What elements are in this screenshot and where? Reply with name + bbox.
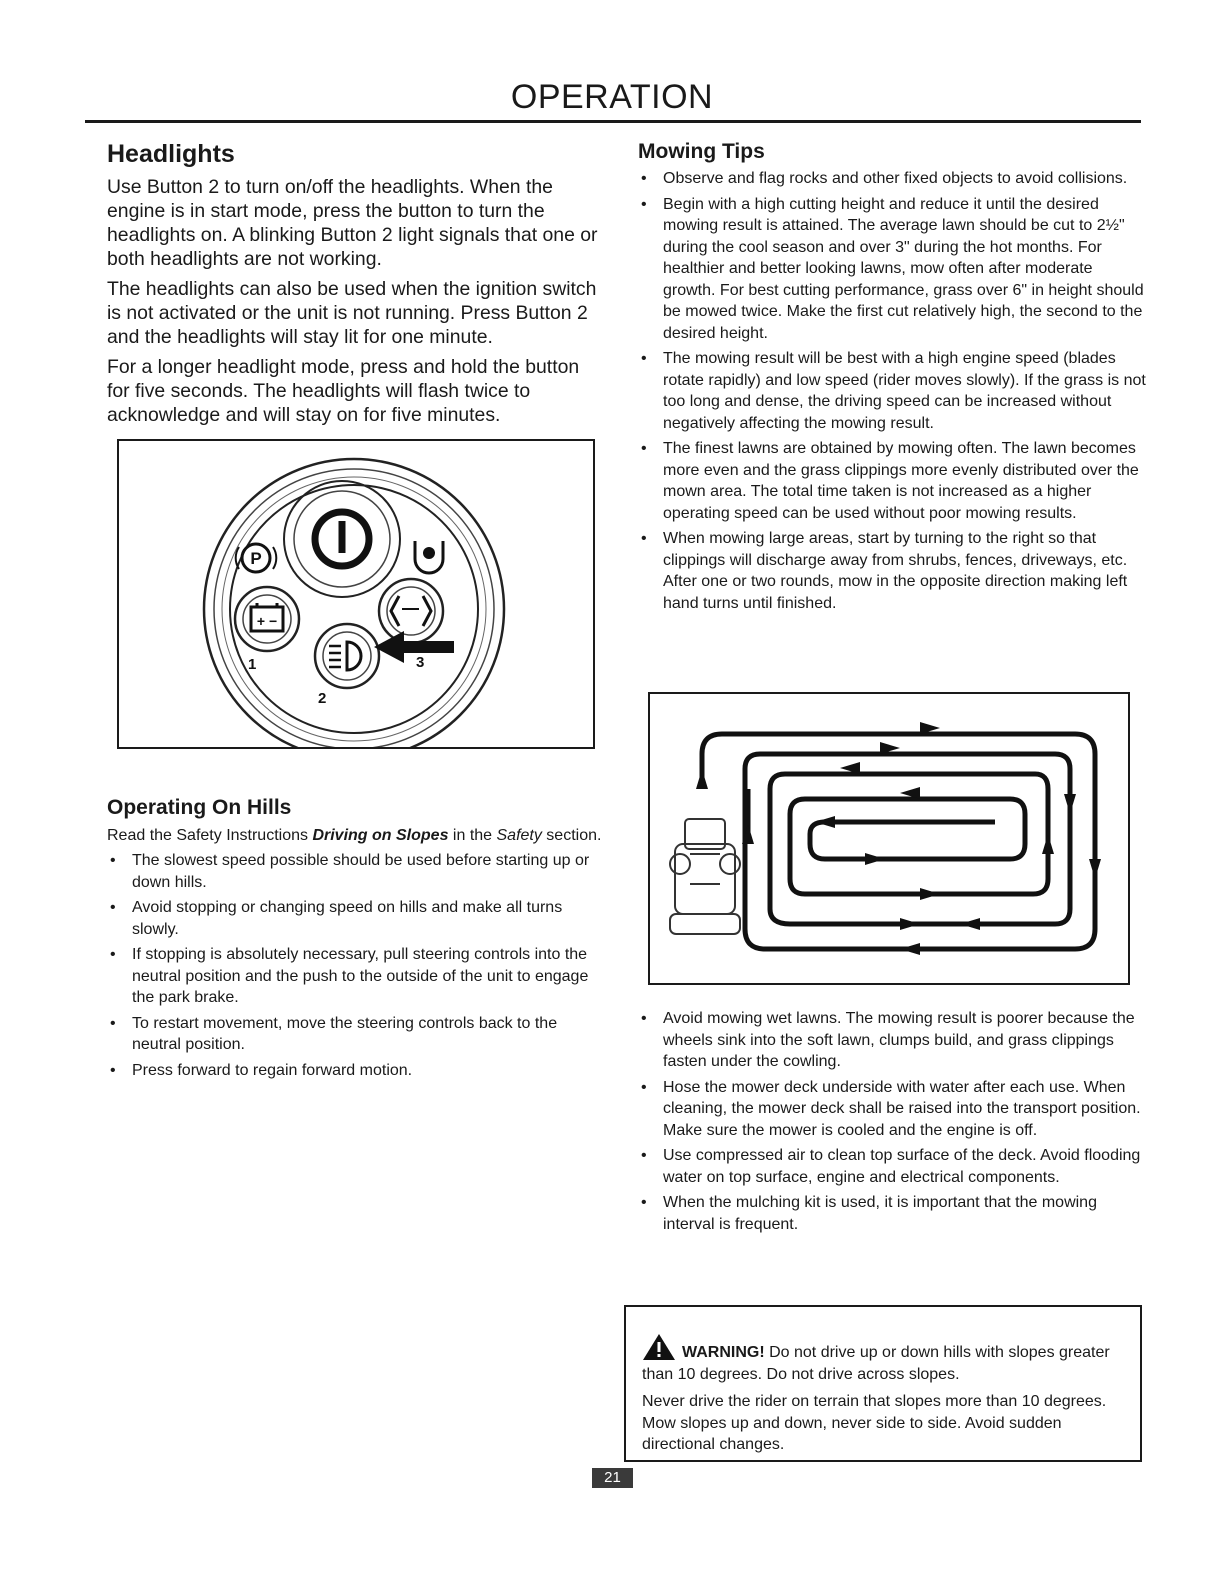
hills-bullet: • Avoid stopping or changing speed on hills and make all turns slowly. [107, 897, 607, 940]
headlights-paragraph-3: For a longer headlight mode, press and hold the button for five seconds. The headlights will flash twice to acknowledge and will stay on for five minutes. [107, 356, 580, 426]
hills-section [107, 792, 607, 1085]
park-brake-icon [236, 544, 277, 572]
mowing-pattern-illustration [650, 694, 1128, 983]
direction-arrows-icon [379, 579, 443, 643]
mowing-tip: • Avoid mowing wet lawns. The mowing result is poorer because the wheels sink into the soft lawn, clumps build, and grass clippings fasten under the cowling. [638, 1008, 1146, 1073]
hills-bullet: • To restart movement, move the steering controls back to the neutral position. [107, 1013, 607, 1056]
headlight-icon [315, 624, 379, 688]
control-panel-illustration [119, 441, 593, 747]
warning-box [624, 1305, 1142, 1462]
page-title: OPERATION [510, 78, 714, 116]
headlights-paragraph-1: Use Button 2 to turn on/off the headlights. When the engine is in start mode, press the button to turn the headlights on. A blinking Button 2 light signals that one or both headlights are not working. [107, 176, 598, 270]
button-2-label: 2 [318, 690, 327, 707]
direction-arrowheads [696, 722, 1101, 955]
svg-text:+ −: + − [256, 613, 278, 629]
hills-intro-text-c: in the [448, 827, 497, 844]
mowing-tips-list-bottom [638, 1008, 1146, 1235]
mowing-tip: • The finest lawns are obtained by mowing often. The lawn becomes more even and the grass clippings more evenly distributed over the mown area. The total time taken is not increased as a higher operating speed can be used without poor mowing results. [638, 438, 1146, 524]
power-icon [284, 481, 400, 597]
svg-text:P: P [250, 549, 262, 568]
mowing-tip: • Begin with a high cutting height and reduce it until the desired mowing result is attained. The average lawn should be cut to 2½" during the cool season and over 3" during the hot months. For healthier and better looking lawns, mow often after moderate growth. For best cutting performance, grass over 6" in height should be mowed twice. Make the first cut relatively high, the second to the desired height. [638, 194, 1146, 345]
hills-bullet-list [107, 850, 607, 1081]
hills-bullet: • If stopping is absolutely necessary, pull steering controls into the neutral position and the push to the outside of the unit to engage the park brake. [107, 944, 607, 1009]
mowing-tip: • Observe and flag rocks and other fixed objects to avoid collisions. [638, 168, 1146, 190]
warning-text-1: Do not drive up or down hills with slopes greater than 10 degrees. Do not drive across slopes. [642, 1344, 1110, 1383]
battery-icon [235, 587, 299, 651]
hills-intro-text-e: section. [541, 827, 602, 844]
hills-intro-safety: Safety [496, 827, 542, 844]
mowing-tips-lower-section [638, 1004, 1146, 1239]
hills-bullet: • The slowest speed possible should be used before starting up or down hills. [107, 850, 607, 893]
warning-label: WARNING! [682, 1344, 765, 1361]
hills-bullet: • Press forward to regain forward motion. [107, 1060, 607, 1082]
mowing-tip: • When mowing large areas, start by turning to the right so that clippings will discharge away from shrubs, fences, driveways, etc. After one or two rounds, mow in the opposite direction making left hand turns until finished. [638, 528, 1146, 614]
mowing-tips-list-top [638, 168, 1146, 614]
mowing-tips-heading: Mowing Tips [638, 140, 765, 163]
hills-intro-text-a: Read the Safety Instructions [107, 827, 313, 844]
hills-intro-emph: Driving on Slopes [312, 827, 449, 844]
riding-mower-icon [670, 819, 740, 934]
button-1-label: 1 [248, 656, 257, 673]
mowing-tips-section [638, 136, 1146, 618]
hills-heading: Operating On Hills [107, 796, 292, 819]
warning-triangle-icon [642, 1333, 676, 1361]
blade-engage-icon [415, 541, 443, 573]
page-number: 21 [592, 1468, 633, 1488]
hills-intro [107, 826, 607, 846]
headlights-paragraph-2: The headlights can also be used when the ignition switch is not activated or the unit is not running. Press Button 2 and the headlights will stay lit for one minute. [107, 278, 597, 348]
mowing-tip: • The mowing result will be best with a high engine speed (blades rotate rapidly) and low speed (rider moves slowly). If the grass is not too long and dense, the driving speed can be increased without negatively affecting the mowing result. [638, 348, 1146, 434]
mowing-tip: • Use compressed air to clean top surface of the deck. Avoid flooding water on top surface, engine and electrical components. [638, 1145, 1146, 1188]
title-rule [85, 120, 1141, 123]
headlights-section [107, 136, 602, 427]
headlights-heading: Headlights [107, 140, 235, 168]
button-3-label: 3 [416, 654, 425, 671]
warning-text-2: Never drive the rider on terrain that slopes more than 10 degrees. Mow slopes up and down, never side to side. Avoid sudden directional changes. [642, 1393, 1107, 1453]
warning-line-1 [642, 1333, 1122, 1385]
mowing-pattern-figure [648, 692, 1130, 985]
pointer-arrow-icon [374, 631, 454, 663]
mowing-tip: • Hose the mower deck underside with water after each use. When cleaning, the mower deck shall be raised into the transport position. Make sure the mower is cooled and the engine is off. [638, 1077, 1146, 1142]
control-panel-figure [117, 439, 595, 749]
mowing-tip: • When the mulching kit is used, it is important that the mowing interval is frequent. [638, 1192, 1146, 1235]
